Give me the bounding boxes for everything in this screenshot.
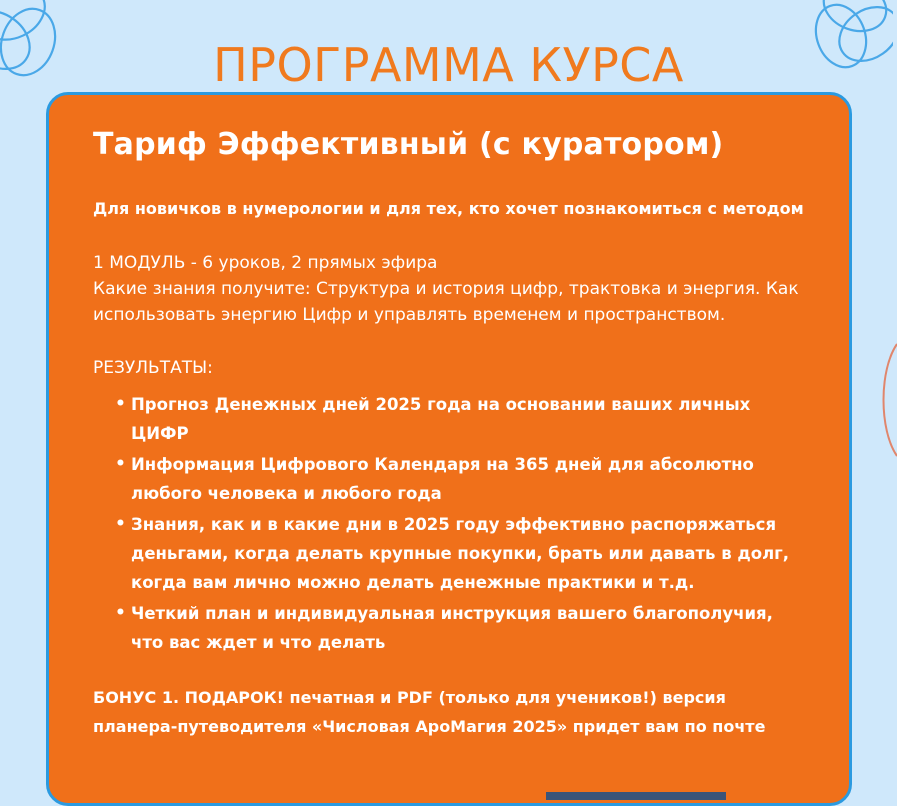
list-item: • Информация Цифрового Календаря на 365 дней для абсолютно любого человека и любого года xyxy=(115,450,809,508)
bonus-text: БОНУС 1. ПОДАРОК! печатная и PDF (только для учеников!) версия планера-путеводителя «Числовая АроМагия 2025» придет вам по почте xyxy=(93,688,766,736)
module-block xyxy=(93,250,809,328)
card-subtitle: Для новичков в нумерологии и для тех, кто хочет познакомиться с методом xyxy=(93,199,804,218)
arc-ornament-icon xyxy=(875,340,897,465)
page-title: ПРОГРАММА КУРСА xyxy=(213,37,684,92)
list-item: • Прогноз Денежных дней 2025 года на основании ваших личных ЦИФР xyxy=(115,390,809,448)
course-program-card xyxy=(46,92,852,806)
results-label: РЕЗУЛЬТАТЫ: xyxy=(93,358,213,378)
module-description-line-1: Какие знания получите: Структура и история цифр, трактовка и энергия. Как xyxy=(93,279,799,299)
module-heading: 1 МОДУЛЬ - 6 уроков, 2 прямых эфира xyxy=(93,253,438,273)
list-item: • Четкий план и индивидуальная инструкция вашего благополучия, что вас ждет и что делать xyxy=(115,599,809,657)
card-title: Тариф Эффективный (с куратором) xyxy=(93,127,724,162)
list-item: • Знания, как и в какие дни в 2025 году эффективно распоряжаться деньгами, когда делать крупные покупки, брать или давать в долг, когда вам лично можно делать денежные практики и т.д. xyxy=(115,510,809,597)
module-description-line-2: использовать энергию Цифр и управлять временем и пространством. xyxy=(93,305,726,325)
results-list xyxy=(93,390,809,657)
bottom-strip xyxy=(546,792,726,800)
